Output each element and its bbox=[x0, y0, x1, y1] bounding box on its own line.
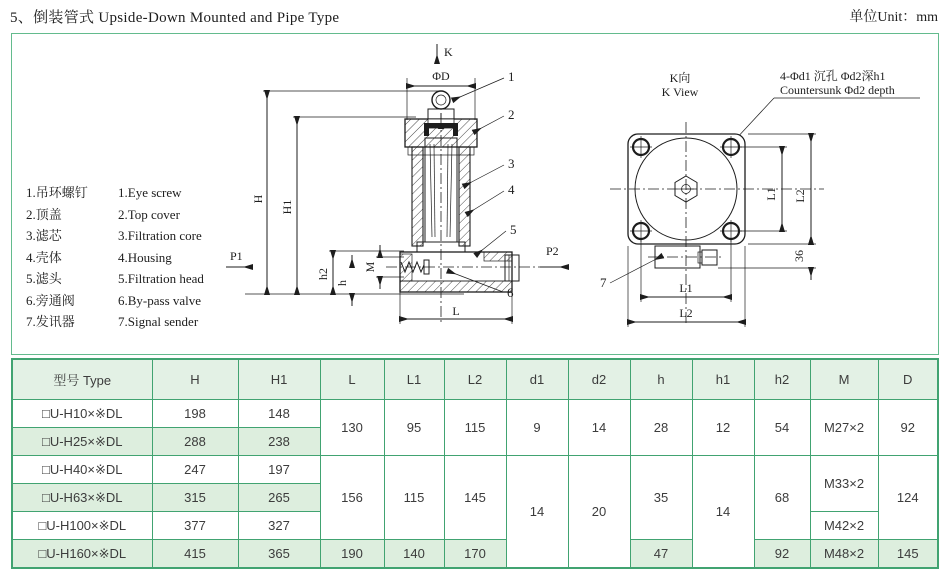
cell-type: □U-H10×※DL bbox=[12, 400, 152, 428]
cell-type: □U-H25×※DL bbox=[12, 428, 152, 456]
legend-item bbox=[26, 182, 248, 204]
dim-L: L bbox=[452, 304, 460, 318]
cell-L1: 115 bbox=[384, 456, 444, 540]
dim-L1-side: L1 bbox=[764, 187, 778, 201]
col-d2: d2 bbox=[568, 359, 630, 400]
housing bbox=[412, 147, 423, 246]
legend-en: 7.Signal sender bbox=[118, 314, 199, 329]
legend-item bbox=[26, 268, 248, 290]
cell-type: □U-H160×※DL bbox=[12, 540, 152, 569]
legend-cn: 6.旁通阀 bbox=[26, 292, 75, 308]
legend-cn: 2.顶盖 bbox=[26, 206, 62, 222]
callout-2: 2 bbox=[508, 107, 515, 122]
legend-en: 4.Housing bbox=[118, 249, 172, 265]
col-h1: h1 bbox=[692, 359, 754, 400]
cell-H1: 365 bbox=[238, 540, 320, 569]
k-view-title-cn: K向 bbox=[669, 71, 691, 85]
cell-h: 35 bbox=[630, 456, 692, 540]
legend-item bbox=[26, 247, 248, 269]
main-section-view bbox=[226, 44, 568, 324]
cell-L2: 115 bbox=[444, 400, 506, 456]
table-row bbox=[12, 540, 938, 569]
cell-h: 47 bbox=[630, 540, 692, 569]
title-bar bbox=[10, 4, 940, 28]
legend-cn: 5.滤头 bbox=[26, 271, 62, 286]
col-h: h bbox=[630, 359, 692, 400]
countersink-note-cn: 4-Φd1 沉孔 Φd2深h1 bbox=[780, 69, 886, 83]
cell-d1: 9 bbox=[506, 400, 568, 456]
cell-L1: 95 bbox=[384, 400, 444, 456]
cell-h1: 12 bbox=[692, 400, 754, 456]
cell-M: M48×2 bbox=[810, 540, 878, 569]
cell-h2: 54 bbox=[754, 400, 810, 456]
page-title: 5、倒装管式 Upside-Down Mounted and Pipe Type bbox=[10, 10, 340, 26]
countersink-note-en: Countersunk Φd2 depth bbox=[780, 83, 895, 97]
cell-D: 92 bbox=[878, 400, 938, 456]
cell-H: 415 bbox=[152, 540, 238, 569]
legend-cn: 3.滤芯 bbox=[26, 228, 62, 243]
legend-en: 2.Top cover bbox=[118, 206, 180, 222]
col-M: M bbox=[810, 359, 878, 400]
cell-h2: 92 bbox=[754, 540, 810, 569]
cell-type: □U-H100×※DL bbox=[12, 512, 152, 540]
legend-item bbox=[26, 204, 248, 226]
cell-L: 190 bbox=[320, 540, 384, 569]
cell-H: 315 bbox=[152, 484, 238, 512]
diagram-panel bbox=[11, 33, 939, 355]
legend-cn: 1.吊环螺钉 bbox=[26, 185, 88, 200]
cell-H1: 327 bbox=[238, 512, 320, 540]
cell-D: 124 bbox=[878, 456, 938, 540]
table-row bbox=[12, 456, 938, 484]
p1-label: P1 bbox=[230, 249, 243, 263]
k-view bbox=[600, 68, 920, 327]
dim-H: H bbox=[251, 194, 265, 204]
callout-7: 7 bbox=[600, 275, 607, 290]
cell-L: 130 bbox=[320, 400, 384, 456]
cell-h1: 14 bbox=[692, 456, 754, 569]
table-row bbox=[12, 400, 938, 428]
col-h2: h2 bbox=[754, 359, 810, 400]
cell-H1: 148 bbox=[238, 400, 320, 428]
phi-d-label: ΦD bbox=[432, 69, 450, 83]
cell-L: 156 bbox=[320, 456, 384, 540]
legend-en: 3.Filtration core bbox=[118, 228, 202, 243]
cell-H: 377 bbox=[152, 512, 238, 540]
col-L1: L1 bbox=[384, 359, 444, 400]
k-view-title-en: K View bbox=[661, 85, 699, 99]
col-L2: L2 bbox=[444, 359, 506, 400]
cell-M: M33×2 bbox=[810, 456, 878, 512]
dim-M: M bbox=[363, 261, 377, 273]
col-type: 型号 Type bbox=[12, 359, 152, 400]
cell-H1: 238 bbox=[238, 428, 320, 456]
col-H: H bbox=[152, 359, 238, 400]
cell-M: M42×2 bbox=[810, 512, 878, 540]
cell-H1: 197 bbox=[238, 456, 320, 484]
cell-H1: 265 bbox=[238, 484, 320, 512]
cell-type: □U-H63×※DL bbox=[12, 484, 152, 512]
callout-3: 3 bbox=[508, 156, 515, 171]
callout-1: 1 bbox=[508, 69, 515, 84]
cell-d2: 20 bbox=[568, 456, 630, 569]
cell-H: 198 bbox=[152, 400, 238, 428]
cell-d2: 14 bbox=[568, 400, 630, 456]
table-header-row bbox=[12, 359, 938, 400]
dim-L2-side: L2 bbox=[793, 189, 807, 203]
p2-label: P2 bbox=[546, 244, 559, 258]
legend-en: 1.Eye screw bbox=[118, 185, 182, 200]
legend-cn: 4.壳体 bbox=[26, 249, 62, 265]
col-d1: d1 bbox=[506, 359, 568, 400]
cell-H: 247 bbox=[152, 456, 238, 484]
legend-item bbox=[26, 290, 248, 312]
legend-cn: 7.发讯器 bbox=[26, 314, 75, 329]
cell-L2: 145 bbox=[444, 456, 506, 540]
cell-L2: 170 bbox=[444, 540, 506, 569]
legend-item bbox=[26, 225, 248, 247]
k-label: K bbox=[444, 45, 453, 59]
cell-H: 288 bbox=[152, 428, 238, 456]
cell-D: 145 bbox=[878, 540, 938, 569]
cell-L1: 140 bbox=[384, 540, 444, 569]
spec-table bbox=[11, 358, 939, 569]
eye-screw bbox=[432, 91, 450, 109]
callout-6: 6 bbox=[507, 285, 514, 300]
callout-4: 4 bbox=[508, 182, 515, 197]
dim-36: 36 bbox=[792, 250, 806, 262]
unit-label: 单位Unit：mm bbox=[849, 10, 938, 25]
dim-L1-bottom: L1 bbox=[679, 281, 693, 295]
cell-h: 28 bbox=[630, 400, 692, 456]
dim-L2-bottom: L2 bbox=[679, 306, 693, 320]
cell-d1: 14 bbox=[506, 456, 568, 569]
dim-h: h bbox=[335, 280, 349, 286]
col-L: L bbox=[320, 359, 384, 400]
col-D: D bbox=[878, 359, 938, 400]
cell-h2: 68 bbox=[754, 456, 810, 540]
callout-5: 5 bbox=[510, 222, 517, 237]
dim-H1: H1 bbox=[280, 199, 294, 215]
legend-en: 6.By-pass valve bbox=[118, 292, 202, 308]
col-H1: H1 bbox=[238, 359, 320, 400]
dim-h2: h2 bbox=[316, 268, 330, 280]
filtration-head bbox=[400, 252, 519, 292]
legend-en: 5.Filtration head bbox=[118, 271, 204, 286]
cell-M: M27×2 bbox=[810, 400, 878, 456]
parts-legend bbox=[26, 182, 248, 333]
legend-item bbox=[26, 311, 248, 333]
cell-type: □U-H40×※DL bbox=[12, 456, 152, 484]
